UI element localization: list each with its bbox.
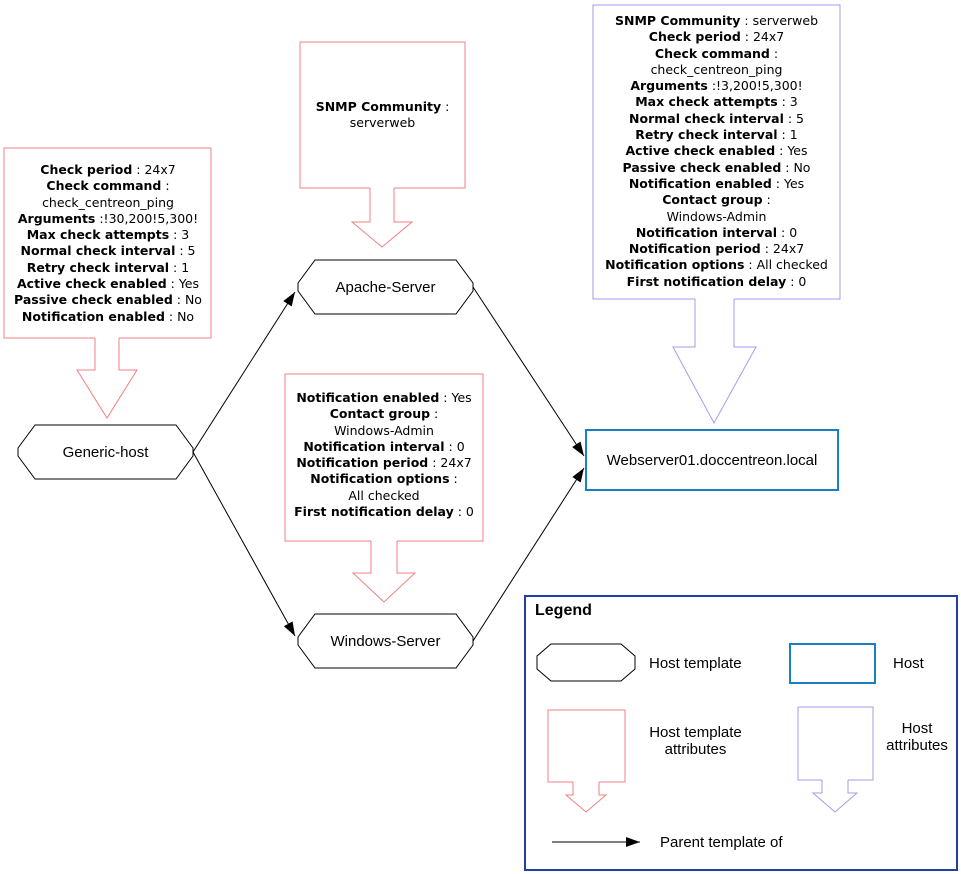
attribute-line: First notification delay : 0 <box>626 273 807 289</box>
attribute-line: Check period : 24x7 <box>40 162 176 177</box>
attribute-line: Retry check interval : 1 <box>635 127 798 143</box>
attribute-line: Notification options : All checked <box>605 257 828 273</box>
apache-snmp-attributes-text <box>300 42 465 132</box>
attribute-line: check_centreon_ping <box>42 194 174 210</box>
attribute-line: Active check enabled : Yes <box>17 276 199 292</box>
attribute-line: Normal check interval : 5 <box>629 110 804 126</box>
legend-host-attributes-arrow-icon <box>813 780 857 812</box>
attribute-line: Arguments :!30,200!5,300! <box>17 210 199 226</box>
windows-server-node-label: Windows-Server <box>330 632 441 650</box>
attribute-line: Retry check interval : 1 <box>26 259 190 275</box>
attribute-line: Contact group : <box>329 406 439 422</box>
apache-snmp-attributes-arrow-icon <box>352 188 412 247</box>
windows-notification-attributes-text <box>285 374 483 520</box>
attribute-line: Notification period : 24x7 <box>296 455 472 471</box>
attribute-line: Notification interval : 0 <box>635 224 798 240</box>
generic-host-attributes-arrow-icon <box>77 338 137 418</box>
legend-host-rect-icon <box>790 644 875 683</box>
attribute-line: check_centreon_ping <box>650 61 783 77</box>
legend-parent-template-of-label: Parent template of <box>660 834 783 851</box>
webserver-host-attributes-arrow-icon <box>673 299 756 423</box>
legend-host-attributes-box-icon <box>798 707 873 780</box>
attribute-line: Max check attempts : 3 <box>635 94 798 110</box>
legend-host-template-attributes-label: Host template attributes <box>649 724 742 758</box>
attribute-line: First notification delay : 0 <box>294 504 474 520</box>
attribute-line: Windows-Admin <box>334 422 434 438</box>
attribute-line: Normal check interval : 5 <box>20 243 196 259</box>
attribute-line: SNMP Community : <box>315 99 450 114</box>
webserver-host-attributes-text <box>593 5 840 290</box>
legend-host-template-label: Host template <box>649 655 742 672</box>
attribute-line: Check period : 24x7 <box>648 29 785 45</box>
attribute-line: Notification enabled : Yes <box>628 175 805 191</box>
attribute-line: Contact group : <box>662 192 771 208</box>
attribute-line: Arguments :!3,200!5,300! <box>630 78 803 94</box>
legend-host-attributes-label: Host attributes <box>886 720 948 754</box>
attribute-line: Active check enabled : Yes <box>625 143 808 159</box>
legend-title: Legend <box>535 602 592 619</box>
attribute-line: Check command : <box>46 178 170 194</box>
legend-host-template-attributes-box-icon <box>548 710 625 782</box>
link-apache-to-webserver <box>473 287 584 456</box>
attribute-line: Notification period : 24x7 <box>628 241 805 257</box>
attribute-line: Windows-Admin <box>666 208 767 224</box>
attribute-line: Notification interval : 0 <box>303 438 465 454</box>
generic-host-node-label: Generic-host <box>62 443 149 461</box>
attribute-line: Notification options : <box>310 471 458 487</box>
legend-host-template-octagon-icon <box>537 644 635 681</box>
attribute-line: Check command : <box>654 45 779 61</box>
attribute-line: Notification enabled : Yes <box>296 390 472 405</box>
webserver-node-label: Webserver01.doccentreon.local <box>606 451 818 469</box>
legend-host-label: Host <box>893 655 924 672</box>
attribute-line: Notification enabled : No <box>21 308 195 324</box>
attribute-line: serverweb <box>349 115 416 131</box>
attribute-line: Passive check enabled : No <box>622 159 811 175</box>
legend-host-template-attributes-arrow-icon <box>566 782 606 812</box>
attribute-line: SNMP Community : serverweb <box>614 13 818 28</box>
attribute-line: All checked <box>348 487 420 503</box>
generic-host-attributes-text <box>4 148 212 325</box>
windows-notification-attributes-arrow-icon <box>353 541 415 602</box>
link-generic-to-windows <box>193 452 295 636</box>
attribute-line: Max check attempts : 3 <box>26 227 190 243</box>
attribute-line: Passive check enabled : No <box>14 292 202 308</box>
apache-server-node-label: Apache-Server <box>335 278 436 296</box>
